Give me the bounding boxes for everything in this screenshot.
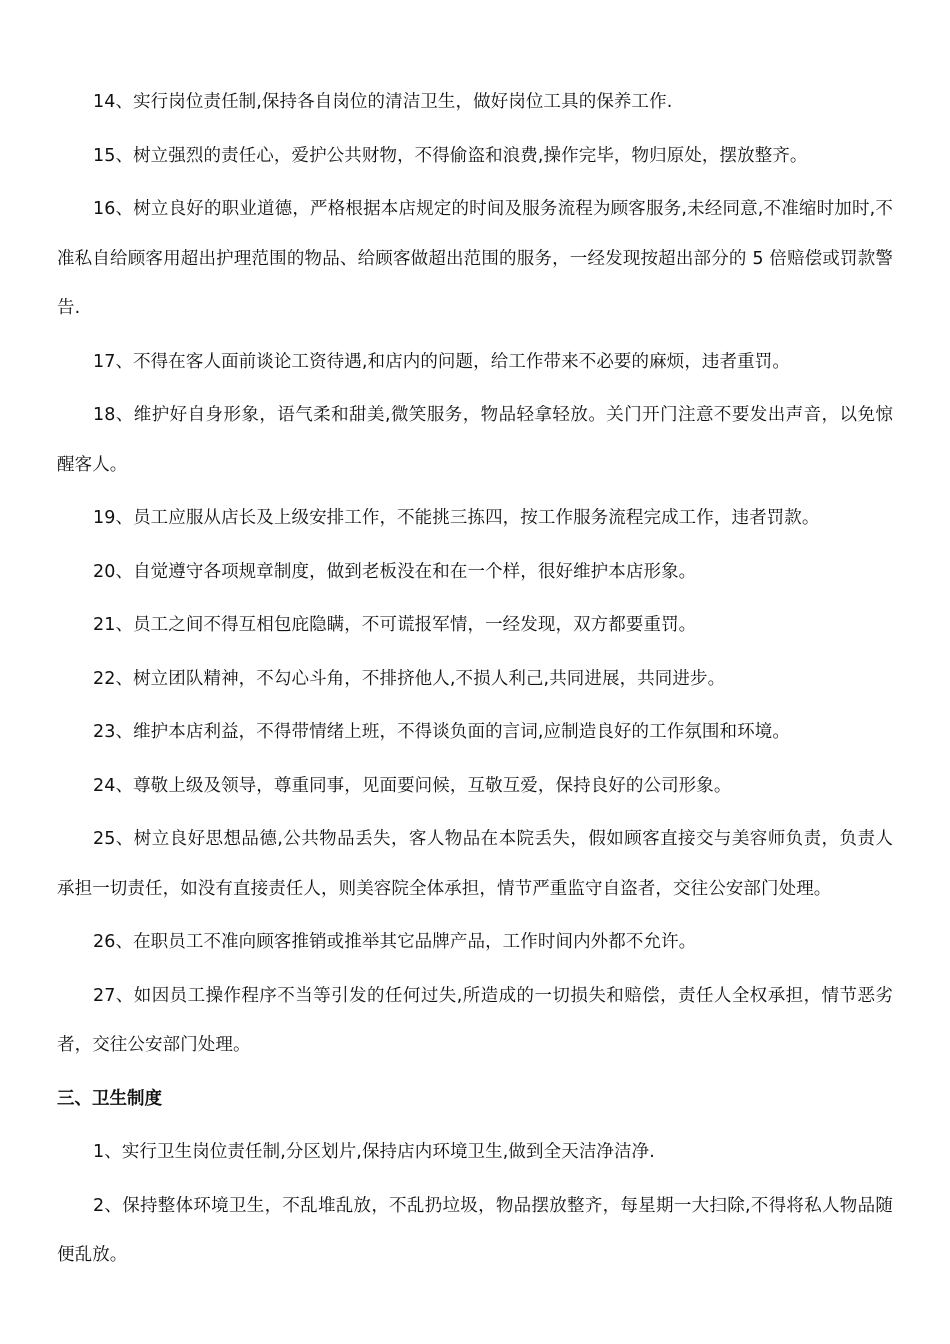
paragraph-27: 27、如因员工操作程序不当等引发的任何过失,所造成的一切损失和赔偿，责任人全权承担，情节恶劣者，交往公安部门处理。 bbox=[57, 985, 893, 1055]
section-heading-hygiene: 三、卫生制度 bbox=[57, 1088, 162, 1109]
hygiene-paragraph-2: 2、保持整体环境卫生，不乱堆乱放，不乱扔垃圾，物品摆放整齐，每星期一大扫除,不得将私人物品随便乱放。 bbox=[57, 1195, 893, 1265]
paragraph-14: 14、实行岗位责任制,保持各自岗位的清洁卫生，做好岗位工具的保养工作. bbox=[93, 92, 673, 112]
paragraph-23: 23、维护本店利益，不得带情绪上班，不得谈负面的言词,应制造良好的工作氛围和环境。 bbox=[93, 722, 790, 742]
paragraph-19: 19、员工应服从店长及上级安排工作，不能挑三拣四，按工作服务流程完成工作，违者罚款。 bbox=[93, 508, 820, 528]
paragraph-20: 20、自觉遵守各项规章制度，做到老板没在和在一个样，很好维护本店形象。 bbox=[93, 561, 697, 582]
hygiene-paragraph-1: 1、实行卫生岗位责任制,分区划片,保持店内环境卫生,做到全天洁净洁净. bbox=[93, 1142, 655, 1162]
paragraph-18: 18、维护好自身形象，语气柔和甜美,微笑服务，物品轻拿轻放。关门开门注意不要发出声音，以免惊醒客人。 bbox=[57, 405, 893, 475]
paragraph-24: 24、尊敬上级及领导，尊重同事，见面要问候，互敬互爱，保持良好的公司形象。 bbox=[93, 775, 732, 796]
paragraph-17: 17、不得在客人面前谈论工资待遇,和店内的问题，给工作带来不必要的麻烦，违者重罚。 bbox=[93, 351, 790, 372]
paragraph-21: 21、员工之间不得互相包庇隐瞒，不可谎报军情，一经发现，双方都要重罚。 bbox=[93, 615, 697, 635]
paragraph-25: 25、树立良好思想品德,公共物品丢失，客人物品在本院丢失，假如顾客直接交与美容师负责，负责人承担一切责任，如没有直接责任人，则美容院全体承担，情节严重监守自盗者，交往公安部门处理。 bbox=[57, 829, 893, 899]
paragraph-16: 16、树立良好的职业道德，严格根据本店规定的时间及服务流程为顾客服务,未经同意,不准缩时加时,不准私自给顾客用超出护理范围的物品、给顾客做超出范围的服务，一经发现按超出部分的 5 倍赔偿或罚款警告. bbox=[57, 199, 893, 318]
paragraph-22: 22、树立团队精神，不勾心斗角，不排挤他人,不损人利己,共同进展，共同进步。 bbox=[93, 668, 726, 689]
document-page bbox=[57, 78, 893, 1285]
paragraph-26: 26、在职员工不准向顾客推销或推举其它品牌产品，工作时间内外都不允许。 bbox=[93, 932, 697, 952]
paragraph-15: 15、树立强烈的责任心，爱护公共财物，不得偷盗和浪费,操作完毕，物归原处，摆放整齐。 bbox=[93, 145, 808, 166]
